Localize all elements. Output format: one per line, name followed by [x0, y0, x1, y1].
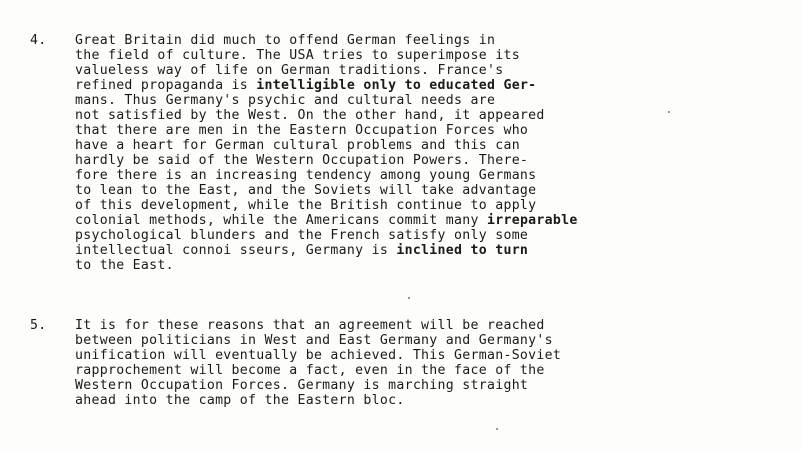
- text-segment: unification will eventually be achieved. This German-Soviet: [75, 348, 562, 363]
- text-line: [75, 123, 578, 138]
- text-segment: It is for these reasons that an agreement will be reached: [75, 318, 545, 333]
- text-segment: Western Occupation Forces. Germany is marching straight: [75, 378, 529, 393]
- text-segment: not satisfied by the West. On the other hand, it appeared: [75, 108, 545, 123]
- text-line: [75, 48, 578, 63]
- text-segment: of this development, while the British continue to apply: [75, 198, 537, 213]
- text-segment: fore there is an increasing tendency among young Germans: [75, 168, 537, 183]
- text-line: [75, 318, 561, 333]
- text-line: [75, 63, 578, 78]
- text-segment: ahead into the camp of the Eastern bloc.: [75, 393, 405, 408]
- text-segment: have a heart for German cultural problems and this can: [75, 138, 520, 153]
- text-segment: intellectual connoi sseurs, Germany is: [75, 243, 397, 258]
- text-line: [75, 363, 561, 378]
- paper-speck: [496, 428, 498, 430]
- text-segment: to lean to the East, and the Soviets will take advantage: [75, 183, 537, 198]
- text-line: [75, 198, 578, 213]
- paragraph-text: [75, 33, 578, 273]
- text-line: [75, 168, 578, 183]
- text-line: [75, 333, 561, 348]
- text-segment: colonial methods, while the Americans commit many: [75, 213, 487, 228]
- text-segment: that there are men in the Eastern Occupation Forces who: [75, 123, 529, 138]
- text-line: [75, 78, 578, 93]
- text-line: [75, 228, 578, 243]
- text-segment: refined propaganda is: [75, 78, 257, 93]
- text-line: [75, 378, 561, 393]
- paragraph-text: [75, 318, 561, 408]
- text-segment: to the East.: [75, 258, 174, 273]
- text-line: [75, 108, 578, 123]
- text-line: [75, 153, 578, 168]
- paragraph-number: 5.: [30, 318, 47, 333]
- text-line: [75, 183, 578, 198]
- paragraph-number: 4.: [30, 33, 47, 48]
- text-line: [75, 243, 578, 258]
- text-segment: psychological blunders and the French satisfy only some: [75, 228, 529, 243]
- text-segment: rapprochement will become a fact, even in the face of the: [75, 363, 545, 378]
- text-segment: hardly be said of the Western Occupation Powers. There-: [75, 153, 529, 168]
- text-line: [75, 348, 561, 363]
- text-segment: the field of culture. The USA tries to superimpose its: [75, 48, 520, 63]
- text-segment: valueless way of life on German traditions. France's: [75, 63, 504, 78]
- paper-speck: [668, 111, 670, 113]
- text-segment: mans. Thus Germany's psychic and cultural needs are: [75, 93, 496, 108]
- text-line: [75, 33, 578, 48]
- bold-text-segment: inclined to turn: [396, 243, 529, 258]
- bold-text-segment: intelligible only to educated Ger-: [256, 78, 537, 93]
- text-segment: Great Britain did much to offend German feelings in: [75, 33, 496, 48]
- text-segment: between politicians in West and East Germany and Germany's: [75, 333, 553, 348]
- text-line: [75, 93, 578, 108]
- text-line: [75, 393, 561, 408]
- text-line: [75, 258, 578, 273]
- bold-text-segment: irreparable: [486, 213, 578, 228]
- paper-speck: [408, 297, 410, 299]
- text-line: [75, 213, 578, 228]
- text-line: [75, 138, 578, 153]
